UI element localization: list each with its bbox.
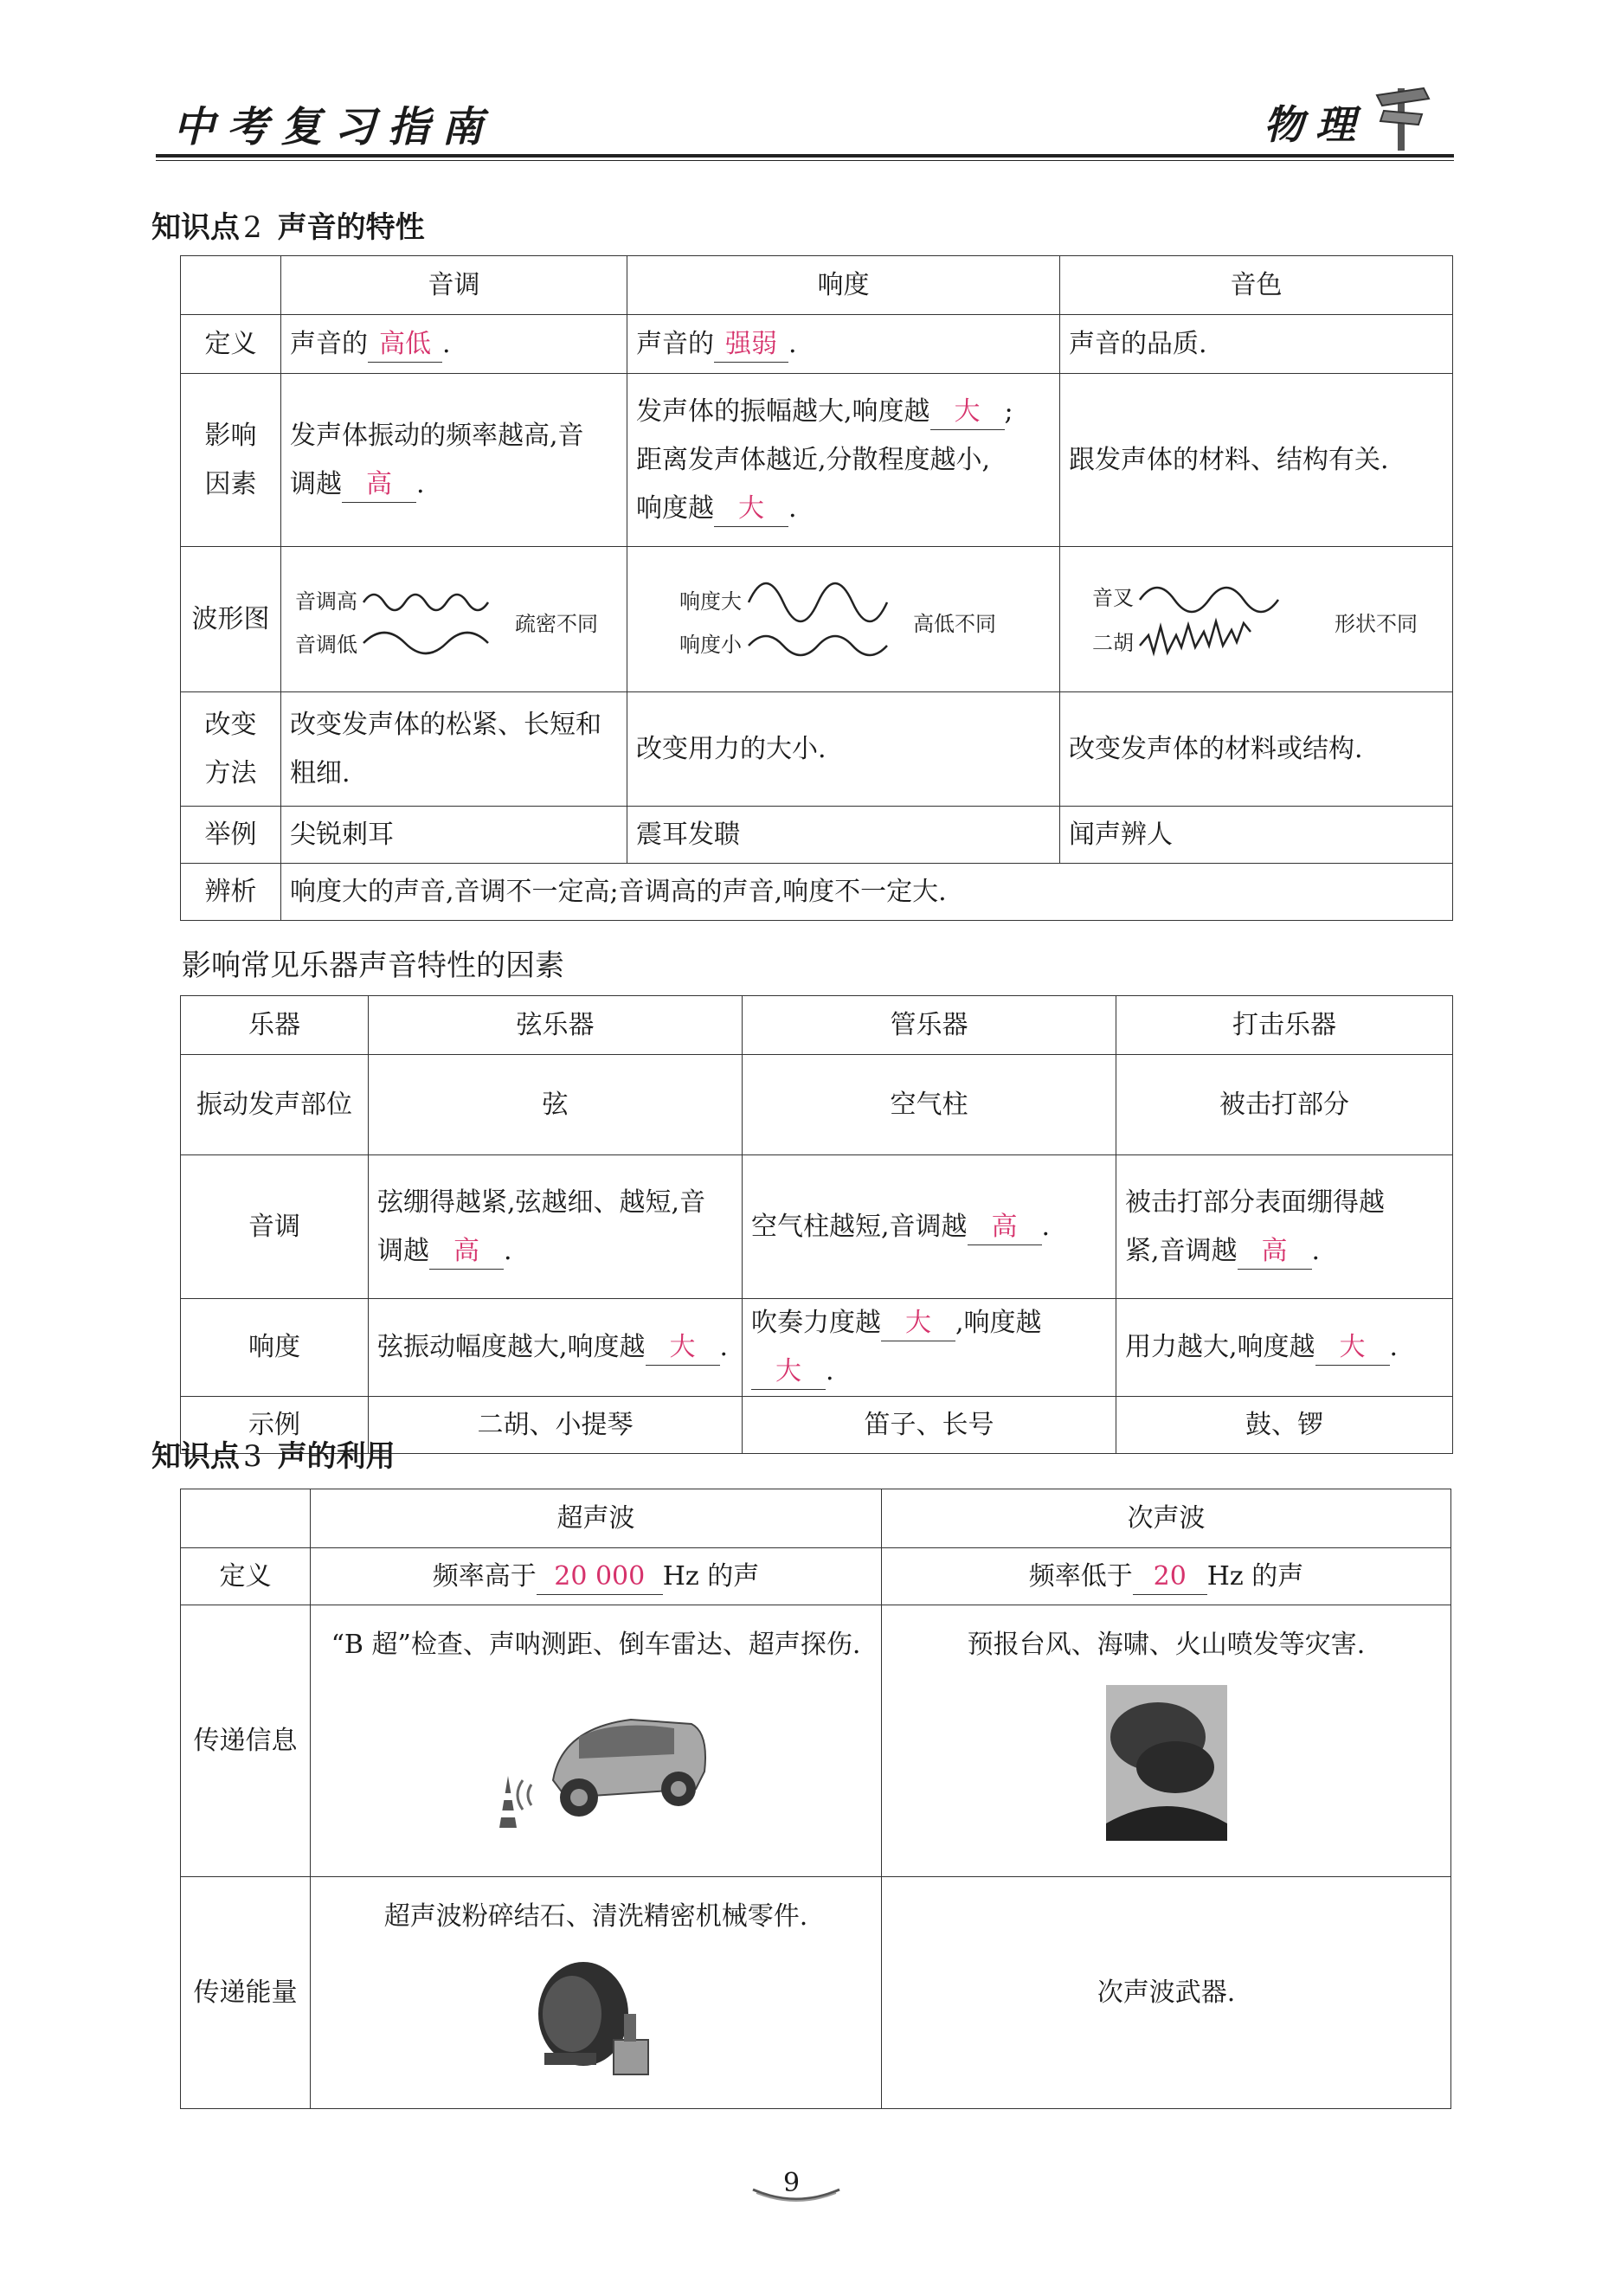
cell-energy-ultrasound: [311, 1877, 882, 2109]
cell-text: 震耳发聩: [627, 807, 1060, 864]
instruments-subtitle: 影响常见乐器声音特性的因素: [182, 949, 564, 983]
row-label: 音调: [181, 1155, 369, 1299]
answer-blank: 高: [429, 1234, 504, 1270]
cell-text: 弦绷得越紧,弦越细、越短,音 调越 高 .: [369, 1155, 743, 1299]
col-instrument: 乐器: [181, 996, 369, 1055]
row-info: [181, 1605, 1451, 1877]
cell-text: 改变发声体的材料或结构.: [1060, 692, 1453, 807]
waveform-pitch: [281, 547, 627, 692]
cell-text: 用力越大,响度越 大 .: [1116, 1299, 1453, 1397]
volcano-eruption-photo: [1106, 1685, 1227, 1841]
signpost-icon: [1372, 80, 1432, 153]
row-label: 传递能量: [181, 1877, 311, 2109]
svg-text:响度大: 响度大: [679, 588, 742, 614]
cell-text: 声音的品质.: [1060, 315, 1453, 374]
svg-text:音叉: 音叉: [1091, 585, 1134, 610]
answer-blank: 高低: [368, 327, 442, 363]
row-example: [181, 807, 1453, 864]
col-percussion: 打击乐器: [1116, 996, 1453, 1055]
kp2-label: 知识点: [151, 210, 240, 245]
col-timbre: 音色: [1060, 256, 1453, 315]
row-label: 响度: [181, 1299, 369, 1397]
cell-text: 二胡、小提琴: [369, 1397, 743, 1454]
row-change: [181, 692, 1453, 807]
answer-blank: 大: [881, 1306, 955, 1341]
answer-blank: 大: [714, 492, 788, 527]
cell-text: 改变用力的大小.: [627, 692, 1060, 807]
ultrasonic-lithotripter-illustration: [518, 1953, 674, 2083]
cell-text: 声音的 高低 .: [281, 315, 627, 374]
row-definition: [181, 1548, 1451, 1605]
row-label: 波形图: [181, 547, 281, 692]
kp3-label: 知识点: [151, 1439, 240, 1474]
row-pitch: [181, 1155, 1453, 1299]
cell-text: 被击打部分表面绷得越 紧,音调越 高 .: [1116, 1155, 1453, 1299]
sound-characteristics-table: [180, 255, 1453, 921]
answer-blank: 20: [1133, 1560, 1207, 1595]
cell-text: 吹奏力度越 大 ,响度越大 .: [743, 1299, 1116, 1397]
waveform-loudness: [627, 547, 1060, 692]
subject-title: 物理: [1264, 101, 1367, 148]
kp3-title: 声的利用: [277, 1439, 396, 1474]
sound-uses-table: [180, 1489, 1451, 2109]
cell-text: 空气柱: [743, 1055, 1116, 1155]
cell-text: 预报台风、海啸、火山喷发等灾害.: [967, 1630, 1366, 1660]
header-corner: [181, 1489, 311, 1548]
svg-text:高低不同: 高低不同: [912, 611, 996, 636]
col-loudness: 响度: [627, 256, 1060, 315]
header-rule-thin: [156, 160, 1454, 161]
row-label: 振动发声部位: [181, 1055, 369, 1155]
cell-text: “B 超”检查、声呐测距、倒车雷达、超声探伤.: [331, 1630, 861, 1660]
svg-text:音调低: 音调低: [295, 632, 357, 657]
answer-blank: 高: [1238, 1234, 1312, 1270]
cell-text: 改变发声体的松紧、长短和 粗细.: [281, 692, 627, 807]
timbre-waveform: [1084, 572, 1430, 667]
col-ultrasound: 超声波: [311, 1489, 882, 1548]
row-label: 示例: [181, 1397, 369, 1454]
row-label: 传递信息: [181, 1605, 311, 1877]
cell-text: 闻声辨人: [1060, 807, 1453, 864]
row-waveform: [181, 547, 1453, 692]
answer-blank: 大: [646, 1330, 720, 1366]
header-rule: [156, 154, 1454, 158]
row-definition: [181, 315, 1453, 374]
cell-text: 频率低于 20 Hz 的声: [882, 1548, 1451, 1605]
row-loudness: [181, 1299, 1453, 1397]
waveform-timbre: [1060, 547, 1453, 692]
col-string: 弦乐器: [369, 996, 743, 1055]
cell-text: 笛子、长号: [743, 1397, 1116, 1454]
row-energy: [181, 1877, 1451, 2109]
row-analysis: [181, 864, 1453, 921]
kp3-number: 3: [243, 1439, 262, 1474]
car-reverse-radar-illustration: [484, 1676, 709, 1841]
row-factors: [181, 374, 1453, 547]
answer-blank: 高: [968, 1210, 1042, 1245]
svg-text:音调高: 音调高: [295, 588, 357, 614]
cell-text: 发声体振动的频率越高,音 调越 高 .: [281, 374, 627, 547]
answer-blank: 大: [751, 1354, 826, 1390]
cell-text: 超声波粉碎结石、清洗精密机械零件.: [383, 1901, 808, 1932]
kp2-heading: [151, 203, 425, 246]
cell-text: 发声体的振幅越大,响度越 大 ; 距离发声体越近,分散程度越小, 响度越 大 .: [627, 374, 1060, 547]
row-label: 举例: [181, 807, 281, 864]
answer-blank: 20 000: [537, 1560, 663, 1595]
cell-text: 被击打部分: [1116, 1055, 1453, 1155]
cell-text: 鼓、锣: [1116, 1397, 1453, 1454]
kp2-title: 声音的特性: [277, 210, 425, 245]
page-number: 9: [783, 2168, 801, 2198]
row-label: 辨析: [181, 864, 281, 921]
cell-text: 响度大的声音,音调不一定高;音调高的声音,响度不一定大.: [281, 864, 1453, 921]
svg-text:形状不同: 形状不同: [1334, 611, 1418, 636]
col-infrasound: 次声波: [882, 1489, 1451, 1548]
cell-text: 频率高于 20 000 Hz 的声: [311, 1548, 882, 1605]
svg-text:二胡: 二胡: [1091, 630, 1134, 655]
pitch-waveform: [290, 572, 619, 667]
col-pitch: 音调: [281, 256, 627, 315]
book-title: 中考复习指南: [173, 103, 496, 151]
row-vibration: [181, 1055, 1453, 1155]
header-corner: [181, 256, 281, 315]
row-label: 改变 方法: [181, 692, 281, 807]
answer-blank: 大: [930, 395, 1005, 430]
answer-blank: 强弱: [714, 327, 788, 363]
kp2-number: 2: [243, 210, 262, 245]
kp3-heading: [151, 1432, 396, 1475]
row-label: 定义: [181, 315, 281, 374]
cell-text: 空气柱越短,音调越 高 .: [743, 1155, 1116, 1299]
cell-text: 尖锐刺耳: [281, 807, 627, 864]
cell-info-infrasound: [882, 1605, 1451, 1877]
answer-blank: 大: [1315, 1330, 1390, 1366]
cell-text: 弦振动幅度越大,响度越 大 .: [369, 1299, 743, 1397]
answer-blank: 高: [342, 467, 416, 503]
svg-text:疏密不同: 疏密不同: [515, 611, 598, 636]
row-label: 定义: [181, 1548, 311, 1605]
svg-text:响度小: 响度小: [679, 632, 742, 657]
cell-text: 跟发声体的材料、结构有关.: [1060, 374, 1453, 547]
loudness-waveform: [662, 572, 1026, 667]
cell-text: 弦: [369, 1055, 743, 1155]
cell-text: 次声波武器.: [882, 1877, 1451, 2109]
col-wind: 管乐器: [743, 996, 1116, 1055]
cell-info-ultrasound: [311, 1605, 882, 1877]
instruments-table: [180, 995, 1453, 1454]
cell-text: 声音的 强弱 .: [627, 315, 1060, 374]
row-label: 影响 因素: [181, 374, 281, 547]
